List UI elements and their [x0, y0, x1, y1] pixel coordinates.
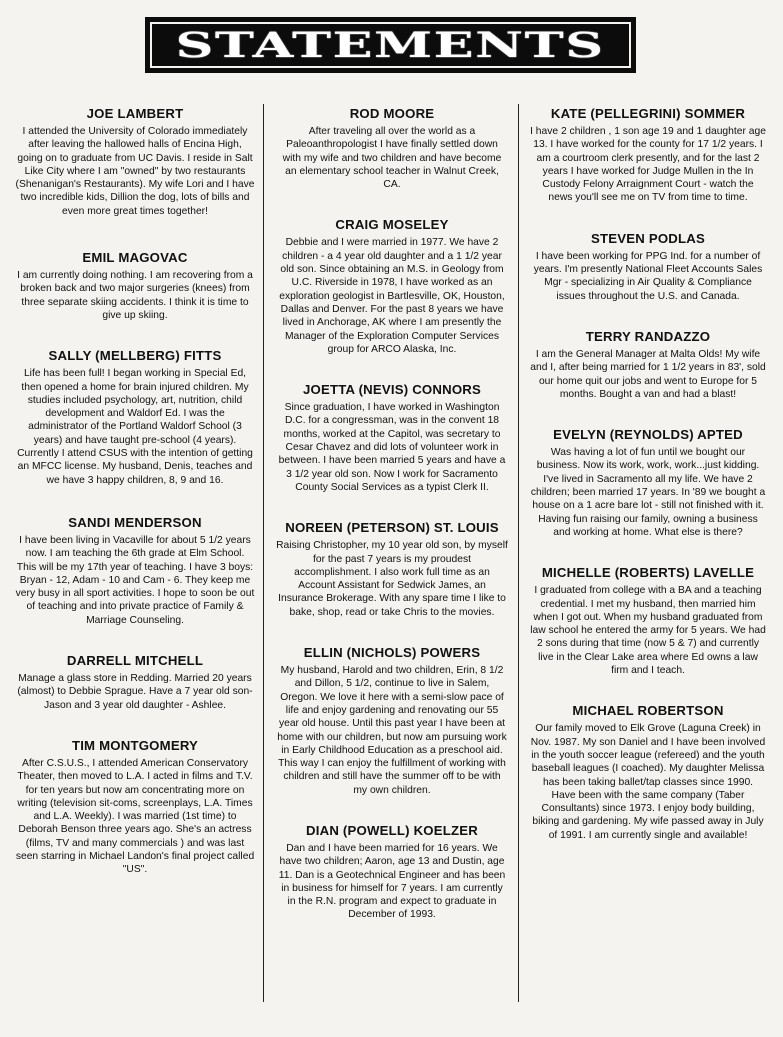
entry-terry-randazzo	[530, 329, 766, 401]
entry-ellin-nichols-powers	[276, 645, 508, 797]
entry-text: I have 2 children , 1 son age 19 and 1 daughter age 13. I have worked for the county for 17 1/2 years. I am a courtroom clerk presently, and for the last 2 years I have worked for Judge Mullen in the In Custody Felony Arraignment Court - watch the news you'll see me on TV from time to time.	[530, 126, 766, 204]
entry-text: I have been living in Vacaville for about 5 1/2 years now. I am teaching the 6th grade at Elm School. This will be my 17th year of teaching. I have 3 boys: Bryan - 12, Adam - 10 and Cam - 6. They keep me very busy in all sport activities. I hope to soon be out of teaching and into private practice of Family & Marriage Counseling.	[15, 534, 255, 626]
entry-text: I graduated from college with a BA and a teaching credential. I met my husband, then married him when I got out. When my husband graduated from law school he entered the army for 5 years. We had 2 sons during that time (now 5 & 7) and currently live in the Clear Lake area where Ed owns a law firm and I teach.	[530, 585, 766, 677]
entry-name: DARRELL MITCHELL	[66, 653, 204, 669]
entry-joe-lambert	[15, 106, 255, 218]
entry-name: EVELYN (REYNOLDS) APTED	[553, 427, 743, 443]
entry-sally-mellberg-fitts	[15, 348, 255, 487]
entry-name: EMIL MAGOVAC	[82, 250, 188, 266]
entry-text: I am currently doing nothing. I am recovering from a broken back and two major surgeries (knees) from three separate skiing accidents. I think it is time to give up skiing.	[17, 270, 253, 321]
entry-evelyn-reynolds-apted	[530, 427, 766, 539]
entry-name: DIAN (POWELL) KOELZER	[306, 822, 478, 838]
entry-sandi-menderson	[15, 515, 255, 627]
column-divider-left	[263, 104, 264, 1002]
entry-name: KATE (PELLEGRINI) SOMMER	[550, 106, 746, 121]
entry-joetta-nevis-connors	[276, 382, 508, 494]
column-left	[15, 106, 255, 877]
entry-name: JOE LAMBERT	[86, 106, 184, 121]
entry-text: After C.S.U.S., I attended American Conservatory Theater, then moved to L.A. I acted in films and T.V. for ten years but now am concentrating more on writing (television sit-coms, screenplays, L.A. Times and L.A. Weekly). I was married (1st time) to Deborah Benson three years ago. She's an actress (films, TV and many commercials ) and was last seen starring in Michael Landon's final project called "US".	[15, 757, 255, 876]
entry-name: SANDI MENDERSON	[68, 514, 202, 530]
entry-name: TERRY RANDAZZO	[585, 328, 711, 344]
entry-name: SALLY (MELLBERG) FITTS	[48, 348, 222, 364]
entry-text: After traveling all over the world as a Paleoanthropologist I have finally settled down with my wife and two children and have become an elementary school teacher in Walnut Creek, CA.	[282, 126, 502, 191]
entry-text: I have been working for PPG Ind. for a number of years. I'm presently National Fleet Accounts Sales Mgr - specializing in Air Quality & Compliance issues throughout the U.S. and Canada.	[533, 250, 763, 302]
entry-noreen-peterson-st-louis	[276, 520, 508, 619]
column-right	[530, 106, 766, 842]
entry-text: I am the General Manager at Malta Olds! My wife and I, after being married for 1 1/2 years in 83', sold our home quit our jobs and went to Europe for 5 months. Bought a van and had a blast!	[530, 348, 766, 400]
entry-michael-robertson	[530, 703, 766, 842]
entry-kate-pellegrini-sommer	[530, 106, 766, 205]
entry-text: I attended the University of Colorado immediately after leaving the hallowed halls of Encina High, going on to graduate from UC Davis. I reside in Salt Like City where I am "owned" by two restaurants (Shenanigan's Restaurants). My wife Lori and I have two incredible kids, Dillion the dog, lots of bills and even more great times together!	[15, 126, 255, 217]
entry-name: JOETTA (NEVIS) CONNORS	[302, 382, 482, 398]
entry-text: Raising Christopher, my 10 year old son, by myself for the past 7 years is my proudest accomplishment. I also work full time as an Account Assistant for Sedwick James, an Insurance Brokerage. With any spare time I like to bake, shop, read or take Chris to the movies.	[276, 540, 508, 618]
entry-steven-podlas	[530, 231, 766, 303]
entry-name: ROD MOORE	[349, 106, 435, 121]
entry-text: Since graduation, I have worked in Washington D.C. for a congressman, was in the convent 18 months, worked at the Capitol, was secretary to Cesar Chavez and did lots of volunteer work in between. I have been married 5 years and have a 3 1/2 year old son. Now I work for Sacramento County Social Services as a typist Clerk II.	[278, 402, 506, 493]
column-divider-right	[518, 104, 519, 1002]
entry-tim-montgomery	[15, 738, 255, 877]
entry-text: Manage a glass store in Redding. Married 20 years (almost) to Debbie Sprague. Have a 7 year old son- Jason and 3 year old daughter - Ashlee.	[17, 673, 253, 711]
entry-name: TIM MONTGOMERY	[71, 737, 199, 753]
entry-name: MICHELLE (ROBERTS) LAVELLE	[541, 565, 755, 581]
entry-name: MICHAEL ROBERTSON	[572, 703, 724, 719]
entry-rod-moore	[276, 106, 508, 191]
entry-name: ELLIN (NICHOLS) POWERS	[303, 645, 481, 661]
page-title: STATEMENTS	[175, 24, 606, 66]
entry-darrell-mitchell	[15, 653, 255, 712]
entry-text: Life has been full! I began working in Special Ed, then opened a home for brain injured children. My studies included psychology, art, nutrition, child development and Waldorf Ed. I was the administrator of the Portland Waldorf School (3 years) and have taught pre-school (4 years). Currently I attend CSUS with the intention of getting an MFCC license. My husband, Denis, teaches and we have 3 happy children, 8, 9 and 16.	[17, 368, 253, 486]
entry-text: Debbie and I were married in 1977. We have 2 children - a 4 year old daughter and a 1 1/2 year old son. Since obtaining an M.S. in Geology from U.C. Riverside in 1978, I have worked as an exploration geologist in Bartlesville, OK, Houston, Dallas and Denver. For the past 8 years we have lived in Anchorage, AK where I am presently the Manager of the Exploration Computer Services group for ARCO Alaska, Inc.	[279, 237, 505, 355]
entry-michelle-roberts-lavelle	[530, 565, 766, 677]
column-middle	[276, 106, 508, 922]
entry-emil-magovac	[15, 250, 255, 322]
entry-name: STEVEN PODLAS	[591, 230, 705, 246]
banner-frame	[150, 22, 631, 68]
entry-name: NOREEN (PETERSON) ST. LOUIS	[285, 520, 499, 536]
entry-text: Our family moved to Elk Grove (Laguna Creek) in Nov. 1987. My son Daniel and I have been involved in the youth soccer league (refereed) and the youth baseball leagues (I coached). My daughter Melissa has been taking ballet/tap classes since 1990. Have been with the same company (Taber Consultants) since 1973. I enjoy body building, biking and gardening. My wife passed away in July of 1991. I am currently single and available!	[530, 723, 766, 841]
entry-craig-moseley	[276, 217, 508, 356]
entry-name: CRAIG MOSELEY	[335, 217, 449, 233]
entry-text: My husband, Harold and two children, Erin, 8 1/2 and Dillon, 5 1/2, continue to live in Salem, Oregon. We love it here with a semi-slow pace of life and enjoy gardening and renovating our 55 year old house. Until this past year I have been at home with our children, but now am pursuing work in Early Childhood Education as a preschool aid. This way I can enjoy the fulfillment of working with children and still have the summer off to be with my own children.	[277, 665, 507, 796]
entry-text: Dan and I have been married for 16 years. We have two children; Aaron, age 13 and Dustin, age 11. Dan is a Geotechnical Engineer and has been in business for himself for 7 years. I am currently in the R.N. program and expect to graduate in December of 1993.	[278, 842, 506, 921]
entry-text: Was having a lot of fun until we bought our business. Now its work, work, work...just kidding. I've lived in Sacramento all my life. We have 2 children; been married 17 years. In '89 we bought a house on a 1 acre bare lot - still not finished with it. Having fun raising our family, owning a business and working at home. What else is there?	[530, 447, 766, 538]
statements-banner	[145, 17, 636, 73]
entry-dian-powell-koelzer	[276, 823, 508, 922]
